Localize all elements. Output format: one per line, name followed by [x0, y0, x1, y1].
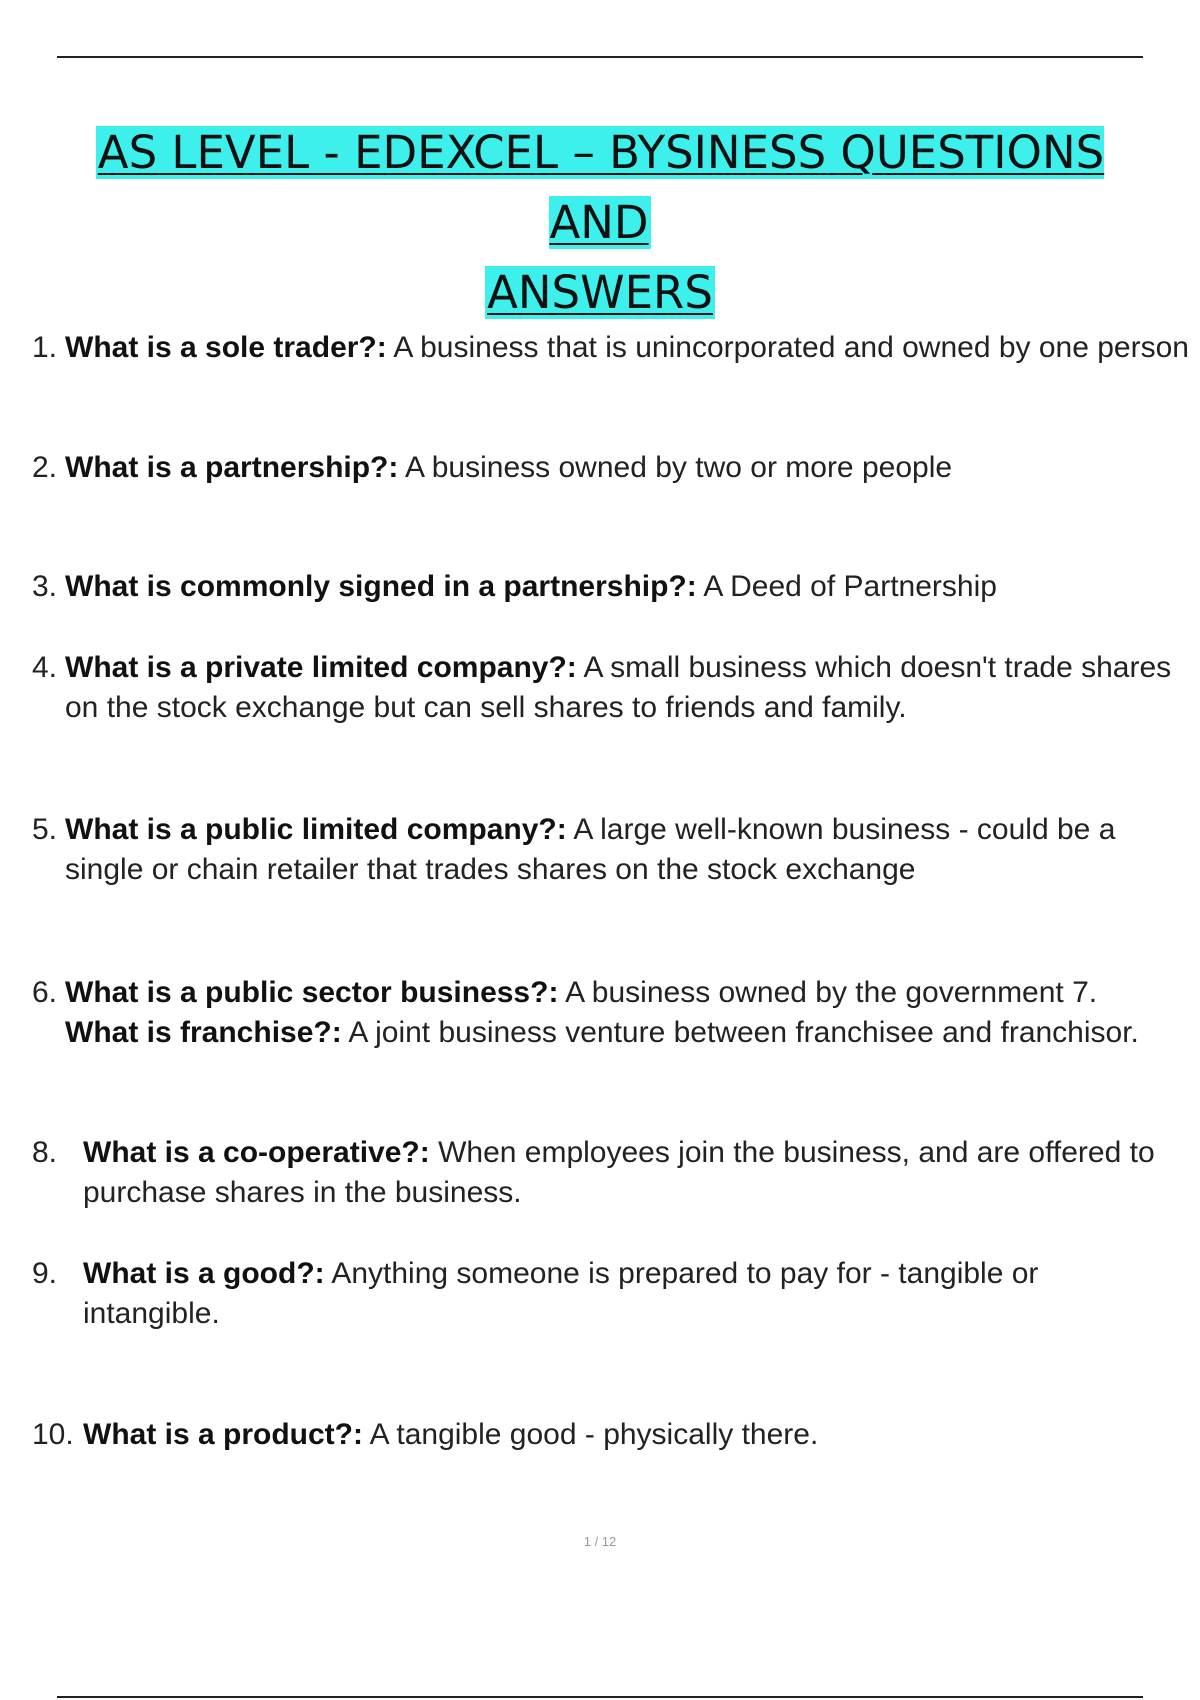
item-answer: A small business which doesn't trade shares on the stock exchange but can sell shares to friends and family. [65, 651, 1172, 724]
item-number: 5. [32, 813, 58, 846]
page-number: 1 / 12 [583, 1534, 617, 1549]
item-question: What is a sole trader?: [65, 331, 387, 364]
item-number: 6. [32, 976, 58, 1009]
list-item [32, 567, 1192, 607]
list-item [32, 328, 1192, 368]
list-item [32, 973, 1192, 1053]
list-item [32, 648, 1192, 728]
item-question: What is a product?: [83, 1418, 363, 1451]
item-number: 1. [32, 331, 58, 364]
title-line-2: ANSWERS [487, 266, 713, 319]
item-number: 3. [32, 570, 58, 603]
item-question: What is a co-operative?: [83, 1136, 430, 1169]
item-number: 4. [32, 651, 58, 684]
item-number: 10. [32, 1418, 74, 1451]
list-item [32, 810, 1200, 890]
item-number: 2. [32, 451, 58, 484]
document-title [60, 118, 1140, 328]
item-number: 8. [32, 1136, 58, 1169]
item-answer: Anything someone is prepared to pay for - tangible or intangible. [83, 1257, 1039, 1330]
item-question: What is a partnership?: [65, 451, 399, 484]
list-item [32, 448, 1192, 488]
item-answer: A Deed of Partnership [696, 570, 997, 603]
item-answer: A joint business venture between franchisee and franchisor. [341, 1016, 1139, 1049]
item-answer: A large well-known business - could be a single or chain retailer that trades shares on the stock exchange [65, 813, 1116, 886]
list-item [32, 1415, 1192, 1455]
item-question: What is a good?: [83, 1257, 325, 1290]
item-answer: A business that is unincorporated and owned by one person [386, 331, 1189, 364]
item-answer: A business owned by the government 7. [558, 976, 1098, 1009]
item-question: What is franchise?: [65, 1016, 342, 1049]
top-rule [57, 56, 1143, 58]
item-number: 9. [32, 1257, 58, 1290]
item-answer: A business owned by two or more people [398, 451, 953, 484]
bottom-rule [57, 1696, 1143, 1698]
item-question: What is a private limited company?: [65, 651, 577, 684]
item-answer: A tangible good - physically there. [363, 1418, 819, 1451]
list-item [32, 1254, 1140, 1334]
item-question: What is a public sector business?: [65, 976, 559, 1009]
item-question: What is commonly signed in a partnership?: [65, 570, 697, 603]
list-item [32, 1133, 1200, 1213]
item-question: What is a public limited company?: [65, 813, 567, 846]
item-answer: When employees join the business, and are offered to purchase shares in the business. [83, 1136, 1155, 1209]
title-line-1: AS LEVEL - EDEXCEL – BYSINESS QUESTIONS AND [97, 126, 1105, 249]
